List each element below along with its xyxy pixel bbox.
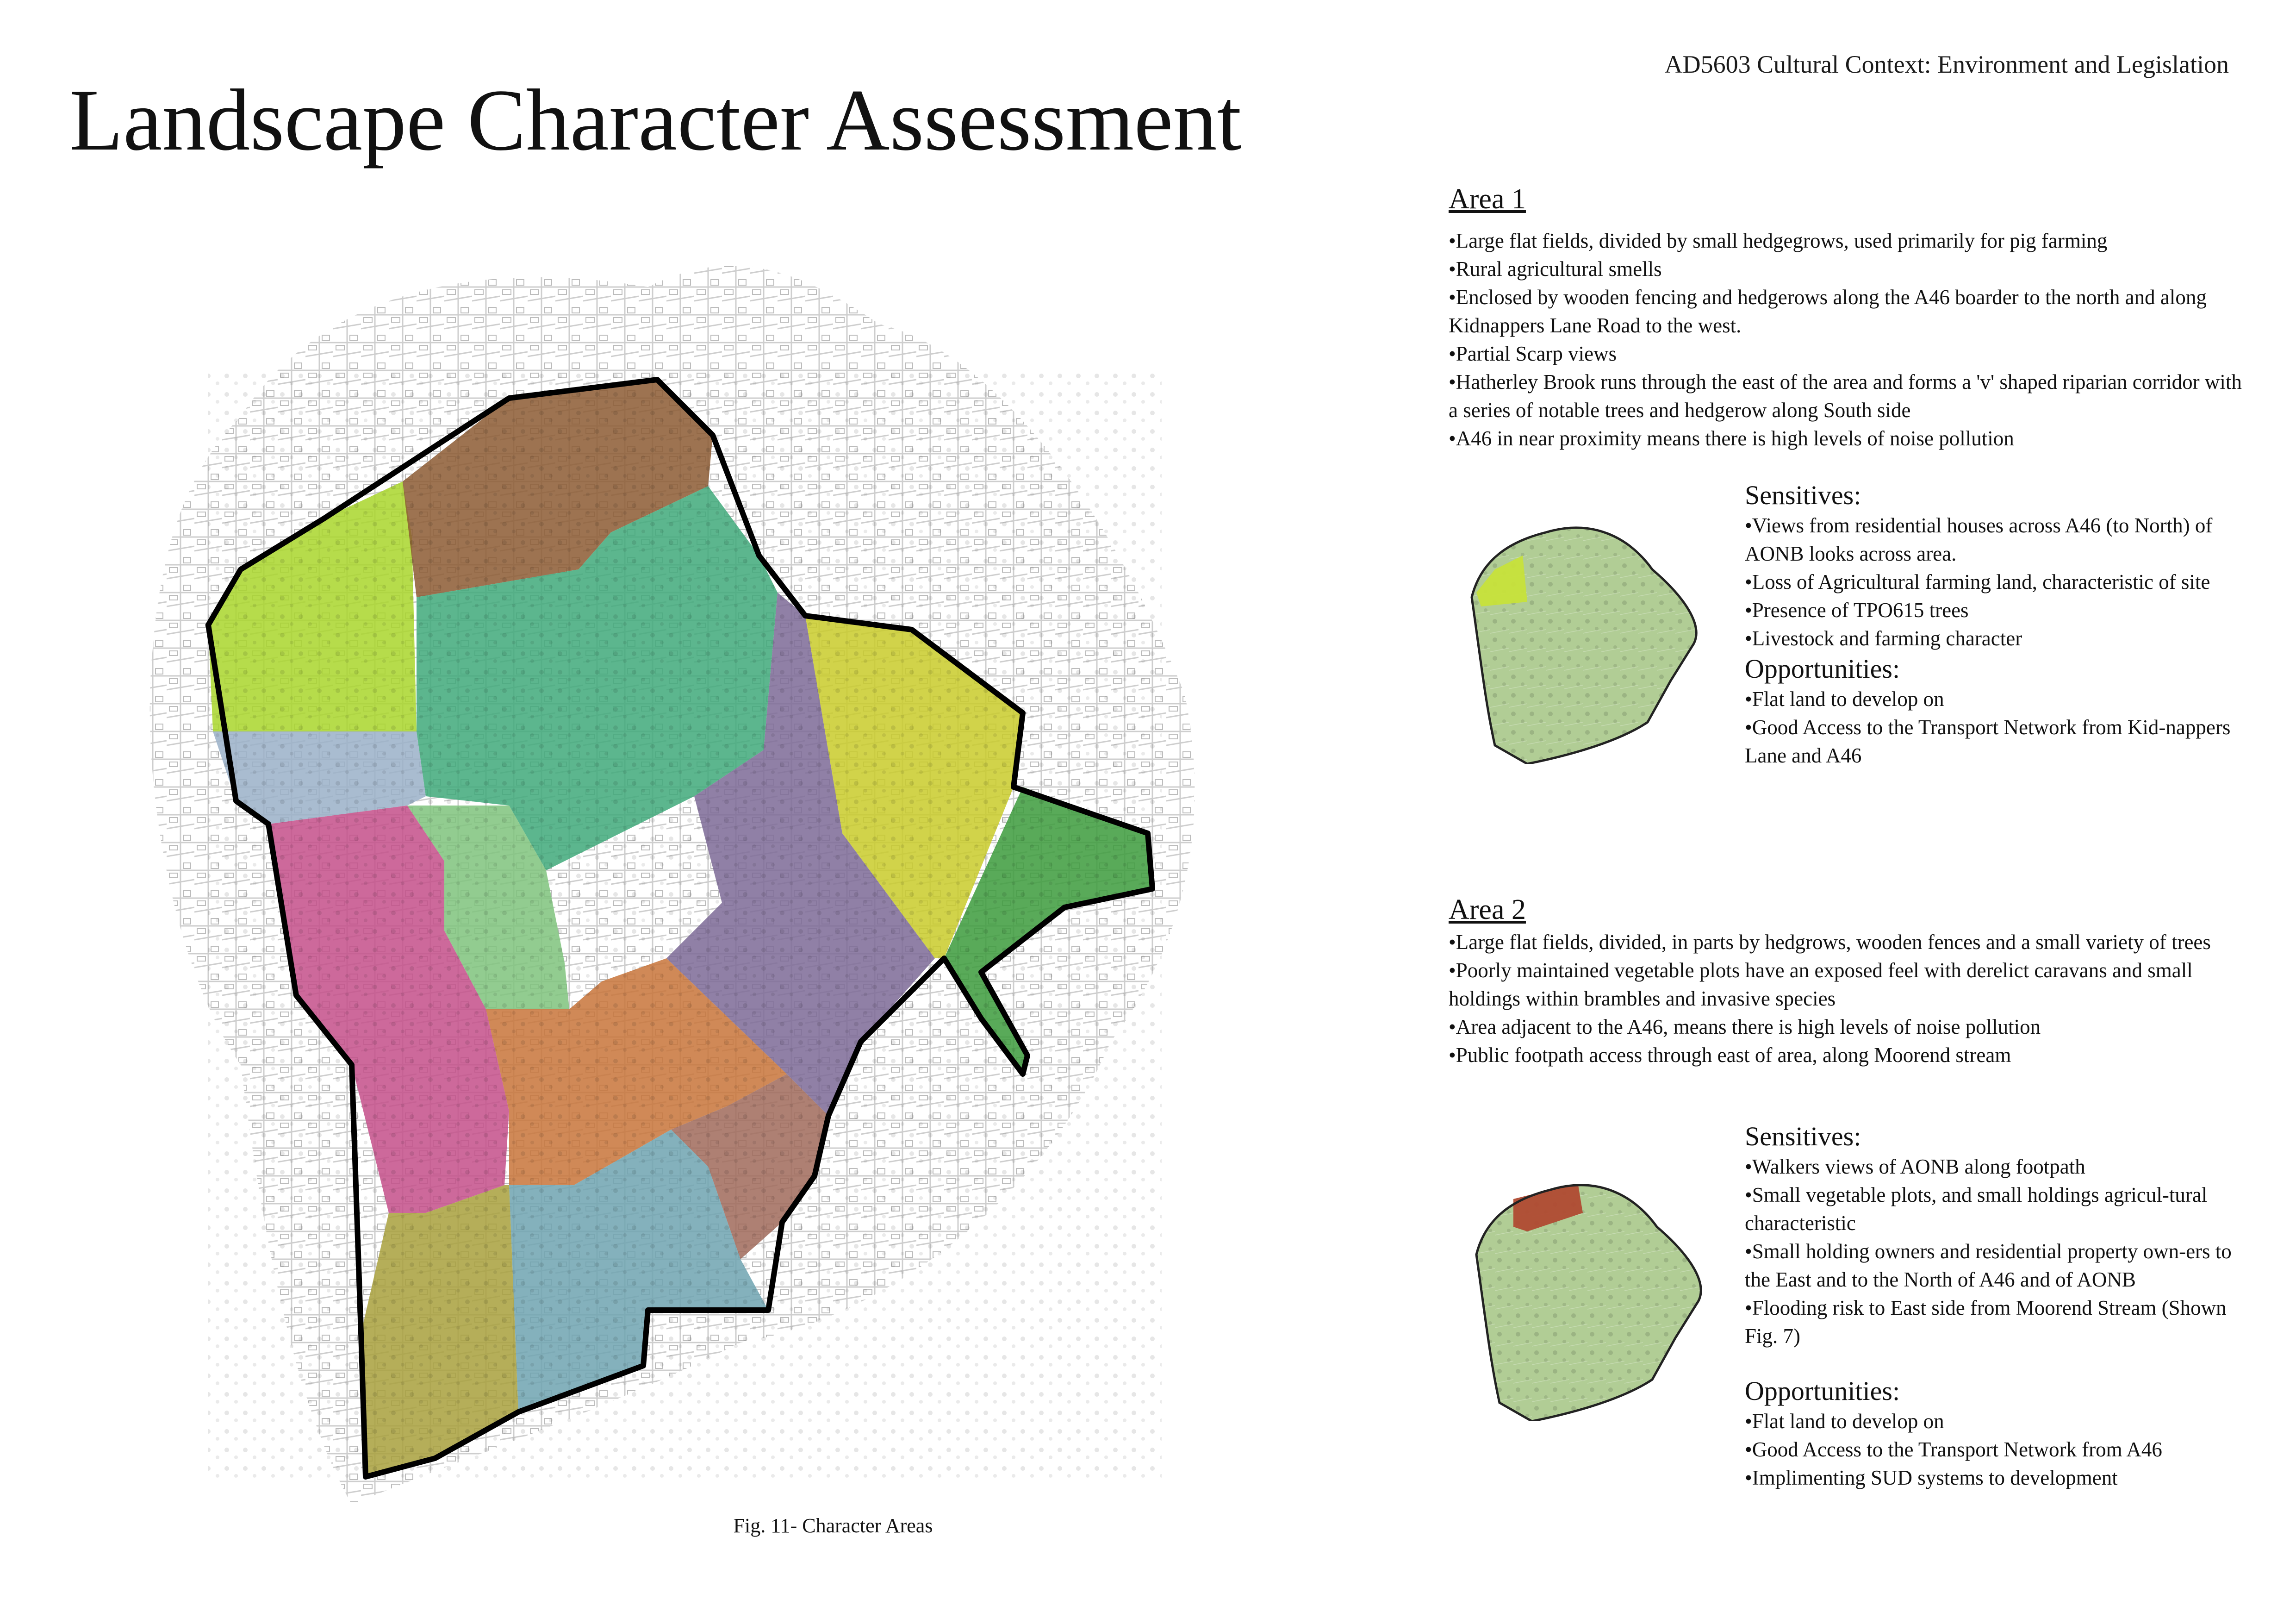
area-1-sensitives-heading: Sensitives: — [1745, 480, 1861, 510]
area-2-bullet: •Public footpath access through east of area, along Moorend stream — [1449, 1043, 2011, 1067]
area-2-sensitive: •Small vegetable plots, and small holdings agricul-tural characteristic — [1745, 1183, 2208, 1235]
area-2-sensitive: •Flooding risk to East side from Moorend Stream (Shown Fig. 7) — [1745, 1296, 2227, 1348]
area-1-sensitive: •Views from residential houses across A46 (to North) of AONB looks across area. — [1745, 514, 2213, 565]
area-1-opportunities-heading: Opportunities: — [1745, 654, 1900, 684]
area-1-location-thumbnail — [1453, 505, 1712, 764]
area-2-sensitives-heading: Sensitives: — [1745, 1121, 1861, 1151]
area-2-opportunity: •Flat land to develop on — [1745, 1410, 1944, 1433]
area-1-bullet: •Rural agricultural smells — [1449, 257, 1662, 281]
area-2-bullet: •Large flat fields, divided, in parts by hedgrows, wooden fences and a small variety of trees — [1449, 931, 2211, 954]
area-2-location-thumbnail — [1458, 1162, 1717, 1421]
area-1-bullet: •Partial Scarp views — [1449, 342, 1617, 365]
area-2-opportunity: •Implimenting SUD systems to development — [1745, 1466, 2118, 1489]
area-1-bullet: •A46 in near proximity means there is high levels of noise pollution — [1449, 427, 2014, 450]
area-1-opportunity: •Flat land to develop on — [1745, 687, 1944, 711]
area-1-heading: Area 1 — [1449, 183, 1526, 215]
course-title: AD5603 Cultural Context: Environment and Legislation — [1664, 50, 2229, 78]
area-2-opportunity: •Good Access to the Transport Network from A46 — [1745, 1438, 2162, 1461]
area-1-opportunity: •Good Access to the Transport Network from Kid-nappers Lane and A46 — [1745, 716, 2231, 767]
area-2-opportunities-heading: Opportunities: — [1745, 1376, 1900, 1406]
area-2-bullet: •Area adjacent to the A46, means there is high levels of noise pollution — [1449, 1015, 2041, 1038]
field-texture — [208, 370, 1162, 1481]
area-1-bullet: •Hatherley Brook runs through the east of the area and forms a 'v' shaped riparian corridor with a series of notable trees and hedgerow along South side — [1449, 370, 2242, 422]
area-2-description — [1449, 928, 2245, 1069]
area-1-sensitive: •Livestock and farming character — [1745, 627, 2022, 650]
area-2-opportunities — [1745, 1375, 2245, 1492]
area-1-sensitive: •Loss of Agricultural farming land, characteristic of site — [1745, 570, 2210, 593]
area-1-sensitives — [1745, 479, 2245, 770]
area-2-sensitives — [1745, 1120, 2245, 1350]
area-1-description — [1449, 227, 2245, 453]
area-1-sensitive: •Presence of TPO615 trees — [1745, 599, 1969, 622]
area-1-bullet: •Enclosed by wooden fencing and hedgerows along the A46 boarder to the north and along Kidnappers Lane Road to the west. — [1449, 286, 2207, 337]
area-2-sensitive: •Walkers views of AONB along footpath — [1745, 1155, 2085, 1178]
area-2-heading: Area 2 — [1449, 894, 1526, 925]
page-title: Landscape Character Assessment — [69, 72, 1242, 169]
area-2-sensitive: •Small holding owners and residential property own-ers to the East and to the North of A46 and of AONB — [1745, 1240, 2232, 1291]
map-caption: Fig. 11- Character Areas — [733, 1514, 933, 1537]
area-2-bullet: •Poorly maintained vegetable plots have an exposed feel with derelict caravans and small holdings within brambles and invasive species — [1449, 959, 2193, 1010]
area-1-bullet: •Large flat fields, divided by small hedgegrows, used primarily for pig farming — [1449, 229, 2108, 252]
